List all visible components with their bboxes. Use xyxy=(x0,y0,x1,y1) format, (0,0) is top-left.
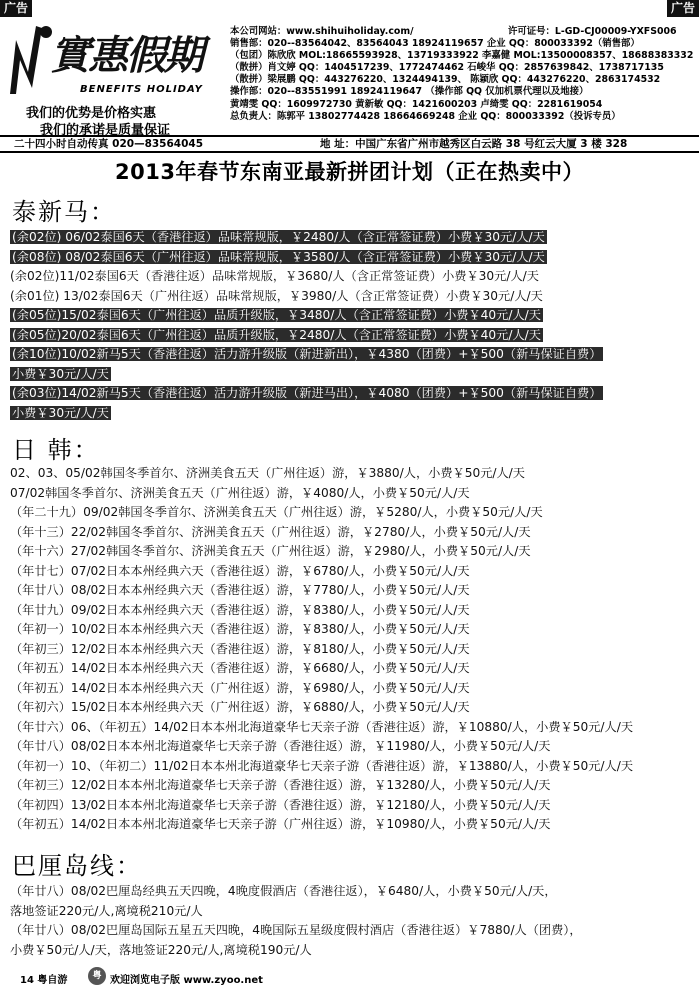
tour-item xyxy=(10,365,695,385)
logo-sub-text: BENEFITS HOLIDAY xyxy=(80,84,203,95)
contact-line: 销售部：020--83564042、83564043 18924119657 企业 QQ：800033392（销售部） xyxy=(230,38,640,50)
tour-item-text: （年初三）12/02日本本州经典六天（香港往返）游，￥8180/人，小费￥50元/人/天 xyxy=(10,641,470,656)
section-list-thai-sing-malay xyxy=(10,228,695,423)
tour-item xyxy=(10,326,695,346)
tour-item xyxy=(10,345,695,365)
contact-line: （散拼）肖文婷 QQ：1404517239、1772474462 石峻华 QQ：2857639842、1738717135 xyxy=(230,62,664,74)
tour-item xyxy=(10,287,695,307)
tour-item xyxy=(10,796,695,816)
ad-label-left: 广告 xyxy=(0,0,32,17)
tour-item-text: （年廿八）08/02日本本州经典六天（香港往返）游，￥7780/人，小费￥50元/人/天 xyxy=(10,583,470,597)
logo-swoosh-icon xyxy=(6,20,54,98)
ad-label-right: 广告 xyxy=(667,0,699,17)
tour-item-text: (余03位)14/02新马5天（香港往返）活力游升级版（新进马出），￥4080（团费）+￥500（新马保证自费） xyxy=(12,386,602,400)
tour-item xyxy=(10,267,695,287)
slogan-advantage: 我们的优势是价格实惠 xyxy=(26,106,157,121)
tour-item xyxy=(10,718,695,738)
section-heading-thai-sing-malay: 泰新马： xyxy=(12,198,116,226)
tour-item xyxy=(10,659,695,679)
tour-item xyxy=(10,306,695,326)
tour-item-text: (余05位)20/02泰国6天（广州往返）品质升级版，￥2480/人（含正常签证费）小费￥40元/人/天 xyxy=(12,327,541,342)
tour-item xyxy=(10,941,695,961)
tour-item-text: 小费￥30元/人/天 xyxy=(12,366,109,381)
tour-item xyxy=(10,523,695,543)
tour-item xyxy=(10,228,695,248)
tour-item-text: （年初五）14/02日本本州北海道豪华七天亲子游（广州往返）游，￥10980/人，小费￥50元/人/天 xyxy=(10,817,551,831)
section-heading-japan-korea: 日 韩： xyxy=(12,436,100,464)
tour-item xyxy=(10,562,695,582)
contact-line: （包团）陈欣欣 MOL:18665593928、13719333922 李嘉健 MOL:13500008357、18688383332 xyxy=(230,50,694,62)
tour-item xyxy=(10,815,695,835)
tour-item-text: （年廿六）06、（年初五）14/02日本本州北海道豪华七天亲子游（香港往返）游，￥10880/人，小费￥50元/人/天 xyxy=(10,719,634,734)
tour-item xyxy=(10,503,695,523)
tour-item-text: (余08位) 08/02泰国6天（广州往返）品味常规版，￥3580/人（含正常签证费）小费￥30元/人/天 xyxy=(12,249,545,264)
tour-item xyxy=(10,737,695,757)
tour-item-text: （年廿九）09/02日本本州经典六天（香港往返）游，￥8380/人，小费￥50元/人/天 xyxy=(10,602,470,617)
license-number: 许可证号：L-GD-CJ00009-YXFS006 xyxy=(508,26,677,37)
tour-item xyxy=(10,464,695,484)
fax-text: 二十四小时自动传真 020—83564045 xyxy=(14,138,204,150)
tour-item-text: （年十六）27/02韩国冬季首尔、济洲美食五天（广州往返）游，￥2980/人，小费￥50元/人/天 xyxy=(10,544,531,558)
contact-line: （散拼）梁展鹏 QQ：443276220、1324494139、 陈颖欣 QQ：443276220、2863174532 xyxy=(230,74,661,86)
tour-item xyxy=(10,384,695,404)
footer-website: 欢迎浏览电子版 www.zyoo.net xyxy=(110,975,263,986)
tour-item-text: （年廿八）08/02日本本州北海道豪华七天亲子游（香港往返）游，￥11980/人，小费￥50元/人/天 xyxy=(10,739,551,753)
tour-item-text: 02、03、05/02韩国冬季首尔、济洲美食五天（广州往返）游，￥3880/人，小费￥50元/人/天 xyxy=(10,466,525,480)
tour-item-text: （年初五）14/02日本本州经典六天（香港往返）游，￥6680/人，小费￥50元/人/天 xyxy=(10,661,470,675)
tour-item xyxy=(10,404,695,424)
tour-item xyxy=(10,679,695,699)
page-title: 2013年春节东南亚最新拼团计划（正在热卖中） xyxy=(115,160,584,184)
slogan-promise: 我们的承诺是质量保证 xyxy=(40,123,171,138)
tour-item-text: （年初四）13/02日本本州北海道豪华七天亲子游（香港往返）游，￥12180/人，小费￥50元/人/天 xyxy=(10,797,551,812)
tour-item-text: （年初五）14/02日本本州经典六天（广州往返）游，￥6980/人，小费￥50元/人/天 xyxy=(10,680,470,695)
tour-item-text: 07/02韩国冬季首尔、济洲美食五天（广州往返）游，￥4080/人，小费￥50元/人/天 xyxy=(10,485,470,500)
tour-item-text: (余02位)11/02泰国6天（香港往返）品味常规版，￥3680/人（含正常签证费）小费￥30元/人/天 xyxy=(10,269,539,283)
tour-item-text: （年廿八）08/02巴厘岛经典五天四晚，4晚度假酒店（香港往返），￥6480/人，小费￥50元/人/天， xyxy=(10,884,557,898)
tour-item xyxy=(10,640,695,660)
tour-item-text: 小费￥50元/人/天，落地签证220元/人,离境税190元/人 xyxy=(10,942,312,957)
tour-item-text: （年二十九）09/02韩国冬季首尔、济洲美食五天（广州往返）游，￥5280/人，小费￥50元/人/天 xyxy=(10,505,543,519)
tour-item-text: （年初六）15/02日本本州经典六天（广州往返）游，￥6880/人，小费￥50元/人/天 xyxy=(10,700,470,714)
contact-line: 操作部：020--83551991 18924119647 （操作部 QQ 仅加机票代理以及地接） xyxy=(230,86,589,98)
tour-item xyxy=(10,698,695,718)
footer xyxy=(0,967,699,987)
contact-info xyxy=(230,26,696,123)
tour-item xyxy=(10,601,695,621)
tour-item-text: （年廿八）08/02巴厘岛国际五星五天四晚，4晚国际五星级度假村酒店（香港往返）￥7880/人（团费）， xyxy=(10,923,582,937)
contact-line: 总负责人：陈郭平 13802774428 18664669248 企业 QQ：800033392（投诉专员） xyxy=(230,110,621,122)
tour-item-text: 落地签证220元/人,离境税210元/人 xyxy=(10,903,203,918)
tour-item-text: （年初三）12/02日本本州北海道豪华七天亲子游（香港往返）游，￥13280/人，小费￥50元/人/天 xyxy=(10,778,551,792)
tour-item xyxy=(10,776,695,796)
tour-item xyxy=(10,757,695,777)
tour-item xyxy=(10,484,695,504)
tour-item-text: （年初一）10、（年初二）11/02日本本州北海道豪华七天亲子游（香港往返）游，￥13880/人，小费￥50元/人/天 xyxy=(10,758,634,773)
page-number: 14 粤自游 xyxy=(20,975,68,986)
tour-item-text: (余10位)10/02新马5天（香港往返）活力游升级版（新进新出），￥4380（团费）+￥500（新马保证自费） xyxy=(12,347,602,361)
section-heading-bali: 巴厘岛线： xyxy=(12,852,142,880)
tour-item-text: （年廿七）07/02日本本州经典六天（香港往返）游，￥6780/人，小费￥50元/人/天 xyxy=(10,563,470,578)
address-text: 地 址：中国广东省广州市越秀区白云路 38 号红云大厦 3 楼 328 xyxy=(320,138,628,150)
section-list-bali xyxy=(10,882,695,960)
footer-logo-icon: 粤 xyxy=(88,967,106,985)
logo-brand-text: 實惠假期 xyxy=(50,33,202,79)
fax-address-bar xyxy=(0,135,699,153)
tour-item xyxy=(10,882,695,902)
tour-item xyxy=(10,620,695,640)
tour-item xyxy=(10,921,695,941)
contact-line: 本公司网站：www.shihuiholiday.com/ xyxy=(230,26,414,37)
tour-item-text: (余05位)15/02泰国6天（广州往返）品质升级版，￥3480/人（含正常签证费）小费￥40元/人/天 xyxy=(12,308,541,322)
tour-item xyxy=(10,581,695,601)
tour-item xyxy=(10,902,695,922)
tour-item-text: (余02位) 06/02泰国6天（香港往返）品味常规版，￥2480/人（含正常签证费）小费￥30元/人/天 xyxy=(12,230,545,244)
contact-line: 黄靖雯 QQ：1609972730 黄新敏 QQ：1421600203 卢绮雯 QQ：2281619054 xyxy=(230,98,603,110)
tour-item xyxy=(10,248,695,268)
section-list-japan-korea xyxy=(10,464,695,835)
tour-item-text: （年初一）10/02日本本州经典六天（香港往返）游，￥8380/人，小费￥50元/人/天 xyxy=(10,622,470,636)
tour-item-text: 小费￥30元/人/天 xyxy=(12,405,109,420)
tour-item-text: (余01位) 13/02泰国6天（广州往返）品味常规版，￥3980/人（含正常签证费）小费￥30元/人/天 xyxy=(10,288,543,303)
tour-item-text: （年十三）22/02韩国冬季首尔、济洲美食五天（广州往返）游，￥2780/人，小费￥50元/人/天 xyxy=(10,524,531,539)
tour-item xyxy=(10,542,695,562)
